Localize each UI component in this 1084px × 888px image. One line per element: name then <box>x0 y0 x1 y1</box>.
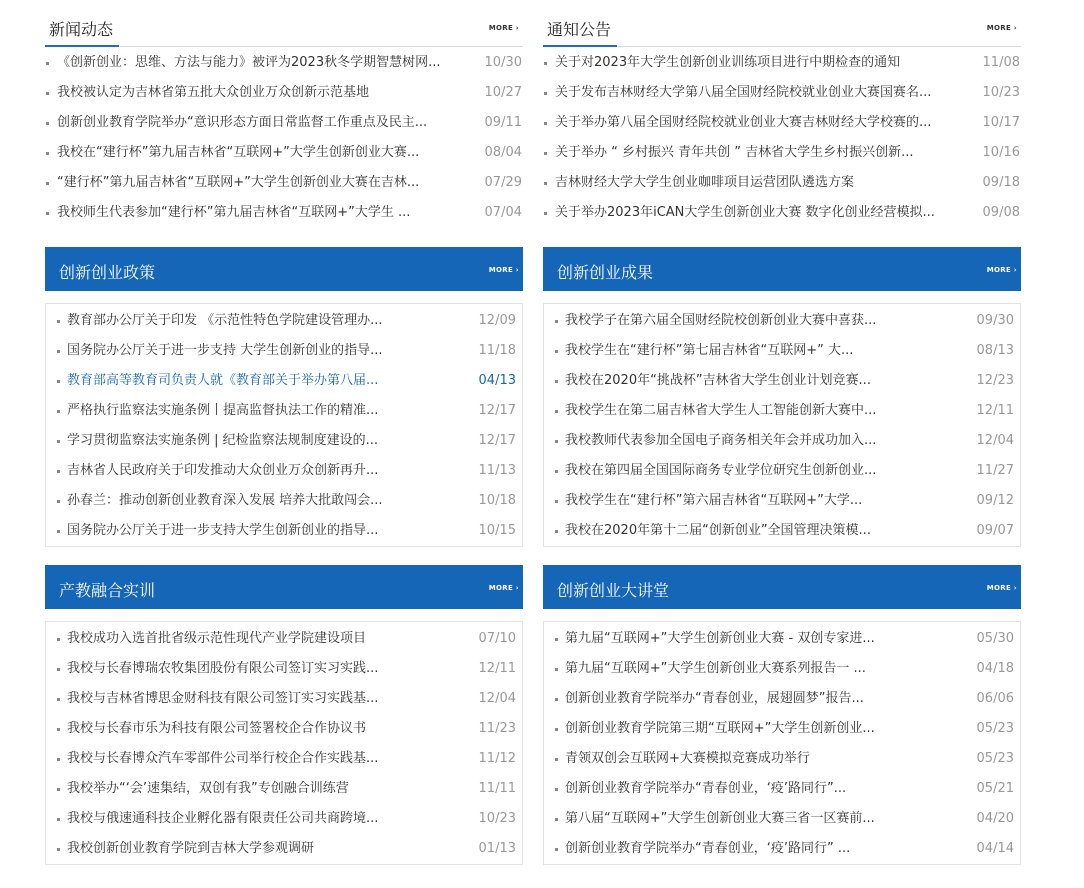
notice-list-item[interactable] <box>543 138 1021 168</box>
policy-item-date: 11/13 <box>478 463 516 478</box>
bullet-icon <box>57 350 60 353</box>
news-header <box>45 0 523 47</box>
notice-item-title[interactable]: 关于举办第八届全国财经院校就业创业大赛吉林财经大学校赛的... <box>555 115 932 130</box>
industry-item-title[interactable]: 我校举办“‘会’速集结，双创有我”专创融合训练营 <box>67 781 349 796</box>
achievements-list-item[interactable] <box>544 396 1020 426</box>
bullet-icon <box>544 212 547 215</box>
bullet-icon <box>57 638 60 641</box>
bullet-icon <box>555 698 558 701</box>
policy-item-title[interactable]: 国务院办公厅关于进一步支持 大学生创新创业的指导... <box>67 343 383 358</box>
industry-panel <box>45 565 523 865</box>
bullet-icon <box>544 62 547 65</box>
industry-list <box>45 621 523 865</box>
policy-list-item[interactable] <box>46 516 522 546</box>
policy-item-date: 11/18 <box>478 343 516 358</box>
lecture-item-date: 05/30 <box>976 631 1014 646</box>
news-item-title[interactable]: 《创新创业：思维、方法与能力》被评为2023秋冬学期智慧树网... <box>57 55 441 70</box>
notice-more-link[interactable]: MORE › <box>986 24 1017 32</box>
lecture-item-date: 05/23 <box>976 751 1014 766</box>
policy-item-title[interactable]: 吉林省人民政府关于印发推动大众创业万众创新再升... <box>67 463 379 478</box>
industry-header <box>45 565 523 609</box>
bullet-icon <box>544 122 547 125</box>
notice-item-title[interactable]: 关于发布吉林财经大学第八届全国财经院校就业创业大赛国赛名... <box>555 85 932 100</box>
bullet-icon <box>57 380 60 383</box>
news-item-title[interactable]: 我校被认定为吉林省第五批大众创业万众创新示范基地 <box>57 85 370 100</box>
achievements-list-item[interactable] <box>544 306 1020 336</box>
bullet-icon <box>46 152 49 155</box>
notice-item-date: 10/23 <box>982 85 1020 100</box>
bullet-icon <box>555 818 558 821</box>
bullet-icon <box>555 320 558 323</box>
industry-item-title[interactable]: 我校与长春博瑞农牧集团股份有限公司签订实习实践... <box>67 661 379 676</box>
news-item-date: 07/29 <box>484 175 522 190</box>
bullet-icon <box>46 182 49 185</box>
bullet-icon <box>555 728 558 731</box>
lecture-more-link[interactable]: MORE › <box>986 584 1017 592</box>
lecture-list-item[interactable] <box>544 834 1020 864</box>
notice-item-title[interactable]: 关于举办2023年iCAN大学生创新创业大赛 数字化创业经营模拟... <box>555 205 935 220</box>
achievements-item-date: 11/27 <box>976 463 1014 478</box>
policy-item-date: 10/15 <box>478 523 516 538</box>
bullet-icon <box>57 788 60 791</box>
news-list-item[interactable] <box>45 78 523 108</box>
policy-item-title[interactable]: 教育部高等教育司负责人就《教育部关于举办第八届... <box>67 373 379 388</box>
lecture-item-title[interactable]: 第九届“互联网+”大学生创新创业大赛系列报告一 ... <box>565 661 866 676</box>
industry-item-date: 12/11 <box>478 661 516 676</box>
notice-list <box>543 47 1021 228</box>
industry-list-item[interactable] <box>46 714 522 744</box>
notice-list-item[interactable] <box>543 108 1021 138</box>
achievements-item-date: 09/12 <box>976 493 1014 508</box>
policy-item-date: 12/17 <box>478 403 516 418</box>
industry-title: 产教融合实训 <box>59 581 156 600</box>
policy-item-date: 12/17 <box>478 433 516 448</box>
bullet-icon <box>46 92 49 95</box>
industry-item-date: 11/23 <box>478 721 516 736</box>
industry-item-date: 07/10 <box>478 631 516 646</box>
bullet-icon <box>555 440 558 443</box>
bullet-icon <box>544 182 547 185</box>
policy-list-item[interactable] <box>46 396 522 426</box>
bullet-icon <box>555 470 558 473</box>
lecture-list-item[interactable] <box>544 624 1020 654</box>
bullet-icon <box>544 92 547 95</box>
industry-item-title[interactable]: 我校与长春市乐为科技有限公司签署校企合作协议书 <box>67 721 367 736</box>
achievements-list-item[interactable] <box>544 336 1020 366</box>
achievements-item-title[interactable]: 我校教师代表参加全国电子商务相关年会并成功加入... <box>565 433 877 448</box>
bullet-icon <box>57 848 60 851</box>
achievements-more-link[interactable]: MORE › <box>986 266 1017 274</box>
notice-title-underline <box>543 45 617 47</box>
notice-item-date: 09/08 <box>982 205 1020 220</box>
policy-item-date: 10/18 <box>478 493 516 508</box>
news-item-date: 10/30 <box>484 55 522 70</box>
notice-item-date: 10/17 <box>982 115 1020 130</box>
policy-list-item[interactable] <box>46 456 522 486</box>
achievements-item-title[interactable]: 我校在2020年“挑战杯”吉林省大学生创业计划竞赛... <box>565 373 871 388</box>
lecture-list-item[interactable] <box>544 714 1020 744</box>
bullet-icon <box>555 758 558 761</box>
bullet-icon <box>555 350 558 353</box>
bullet-icon <box>57 440 60 443</box>
news-item-title[interactable]: 我校师生代表参加“建行杯”第九届吉林省“互联网+”大学生 ... <box>57 205 411 220</box>
industry-list-item[interactable] <box>46 654 522 684</box>
achievements-list-item[interactable] <box>544 516 1020 546</box>
bullet-icon <box>57 758 60 761</box>
bullet-icon <box>57 728 60 731</box>
achievements-item-date: 12/11 <box>976 403 1014 418</box>
news-list-item[interactable] <box>45 168 523 198</box>
notice-item-title[interactable]: 关于对2023年大学生创新创业训练项目进行中期检查的通知 <box>555 55 901 70</box>
bullet-icon <box>46 212 49 215</box>
industry-item-date: 12/04 <box>478 691 516 706</box>
notice-item-title[interactable]: 关于举办 “ 乡村振兴 青年共创 ” 吉林省大学生乡村振兴创新... <box>555 145 914 160</box>
bullet-icon <box>57 410 60 413</box>
industry-list-item[interactable] <box>46 684 522 714</box>
bullet-icon <box>57 530 60 533</box>
industry-item-title[interactable]: 我校与长春博众汽车零部件公司举行校企合作实践基... <box>67 751 379 766</box>
achievements-list-item[interactable] <box>544 366 1020 396</box>
industry-list-item[interactable] <box>46 744 522 774</box>
news-item-date: 10/27 <box>484 85 522 100</box>
achievements-item-title[interactable]: 我校学子在第六届全国财经院校创新创业大赛中喜获... <box>565 313 877 328</box>
policy-item-title[interactable]: 教育部办公厅关于印发 《示范性特色学院建设管理办... <box>67 313 383 328</box>
industry-item-title[interactable]: 我校成功入选首批省级示范性现代产业学院建设项目 <box>67 631 367 646</box>
achievements-list-item[interactable] <box>544 426 1020 456</box>
lecture-title: 创新创业大讲堂 <box>557 581 670 600</box>
bullet-icon <box>555 410 558 413</box>
lecture-item-date: 04/14 <box>976 841 1014 856</box>
achievements-item-date: 09/30 <box>976 313 1014 328</box>
bullet-icon <box>57 698 60 701</box>
achievements-item-title[interactable]: 我校在第四届全国国际商务专业学位研究生创新创业... <box>565 463 877 478</box>
industry-item-title[interactable]: 我校与吉林省博思金财科技有限公司签订实习实践基... <box>67 691 379 706</box>
lecture-item-title[interactable]: 创新创业教育学院举办“青春创业，‘疫’路同行” ... <box>565 841 851 856</box>
news-panel <box>45 0 523 228</box>
notice-item-date: 11/08 <box>982 55 1020 70</box>
policy-item-date: 04/13 <box>478 373 516 388</box>
achievements-list-item[interactable] <box>544 486 1020 516</box>
bullet-icon <box>46 122 49 125</box>
lecture-header <box>543 565 1021 609</box>
industry-list-item[interactable] <box>46 624 522 654</box>
notice-header <box>543 0 1021 47</box>
notice-panel <box>543 0 1021 228</box>
industry-item-date: 11/12 <box>478 751 516 766</box>
lecture-panel <box>543 565 1021 865</box>
news-list <box>45 47 523 228</box>
achievements-list <box>543 303 1021 547</box>
lecture-list-item[interactable] <box>544 744 1020 774</box>
achievements-item-title[interactable]: 我校学生在“建行杯”第六届吉林省“互联网+”大学... <box>565 493 863 508</box>
policy-list <box>45 303 523 547</box>
news-item-title[interactable]: 创新创业教育学院举办“意识形态方面日常监督工作重点及民主... <box>57 115 428 130</box>
industry-item-date: 10/23 <box>478 811 516 826</box>
lecture-item-date: 05/23 <box>976 721 1014 736</box>
news-more-link[interactable]: MORE › <box>488 24 519 32</box>
achievements-item-title[interactable]: 我校学生在“建行杯”第七届吉林省“互联网+” 大... <box>565 343 854 358</box>
lecture-item-title[interactable]: 创新创业教育学院第三期“互联网+”大学生创新创业... <box>565 721 875 736</box>
lecture-item-title[interactable]: 青领双创会互联网+大赛模拟竞赛成功举行 <box>565 751 810 766</box>
news-list-item[interactable] <box>45 138 523 168</box>
news-list-item[interactable] <box>45 48 523 78</box>
notice-title: 通知公告 <box>547 20 612 39</box>
achievements-title: 创新创业成果 <box>557 263 654 282</box>
policy-item-title[interactable]: 学习贯彻监察法实施条例 | 纪检监察法规制度建设的... <box>67 433 379 448</box>
industry-item-date: 01/13 <box>478 841 516 856</box>
notice-item-title[interactable]: 吉林财经大学大学生创业咖啡项目运营团队遴选方案 <box>555 175 855 190</box>
bullet-icon <box>57 818 60 821</box>
achievements-item-date: 12/04 <box>976 433 1014 448</box>
lecture-item-date: 06/06 <box>976 691 1014 706</box>
policy-list-item[interactable] <box>46 306 522 336</box>
achievements-list-item[interactable] <box>544 456 1020 486</box>
notice-list-item[interactable] <box>543 78 1021 108</box>
lecture-item-date: 05/21 <box>976 781 1014 796</box>
news-item-title[interactable]: 我校在“建行杯”第九届吉林省“互联网+”大学生创新创业大赛... <box>57 145 420 160</box>
lecture-list-item[interactable] <box>544 654 1020 684</box>
industry-list-item[interactable] <box>46 834 522 864</box>
bullet-icon <box>555 638 558 641</box>
lecture-item-title[interactable]: 第八届“互联网+”大学生创新创业大赛三省一区赛前... <box>565 811 875 826</box>
policy-list-item[interactable] <box>46 426 522 456</box>
policy-list-item[interactable] <box>46 366 522 396</box>
bullet-icon <box>57 500 60 503</box>
bullet-icon <box>57 320 60 323</box>
policy-list-item[interactable] <box>46 486 522 516</box>
news-item-title[interactable]: “建行杯”第九届吉林省“互联网+”大学生创新创业大赛在吉林... <box>57 175 420 190</box>
lecture-item-title[interactable]: 创新创业教育学院举办“青春创业，‘疫’路同行”... <box>565 781 847 796</box>
achievements-item-date: 12/23 <box>976 373 1014 388</box>
policy-panel <box>45 247 523 547</box>
policy-more-link[interactable]: MORE › <box>488 266 519 274</box>
achievements-item-title[interactable]: 我校在2020年第十二届“创新创业”全国管理决策模... <box>565 523 871 538</box>
industry-list-item[interactable] <box>46 804 522 834</box>
industry-item-title[interactable]: 我校创新创业教育学院到吉林大学参观调研 <box>67 841 315 856</box>
policy-item-title[interactable]: 国务院办公厅关于进一步支持大学生创新创业的指导... <box>67 523 379 538</box>
achievements-item-date: 09/07 <box>976 523 1014 538</box>
bullet-icon <box>555 500 558 503</box>
policy-list-item[interactable] <box>46 336 522 366</box>
achievements-item-title[interactable]: 我校学生在第二届吉林省大学生人工智能创新大赛中... <box>565 403 877 418</box>
lecture-list-item[interactable] <box>544 774 1020 804</box>
bullet-icon <box>555 668 558 671</box>
notice-item-date: 10/16 <box>982 145 1020 160</box>
policy-item-date: 12/09 <box>478 313 516 328</box>
lecture-item-title[interactable]: 第九届“互联网+”大学生创新创业大赛 - 双创专家进... <box>565 631 875 646</box>
industry-item-date: 11/11 <box>478 781 516 796</box>
bullet-icon <box>57 668 60 671</box>
news-item-date: 09/11 <box>484 115 522 130</box>
notice-list-item[interactable] <box>543 168 1021 198</box>
lecture-item-date: 04/20 <box>976 811 1014 826</box>
bullet-icon <box>46 62 49 65</box>
bullet-icon <box>544 152 547 155</box>
policy-title: 创新创业政策 <box>59 263 156 282</box>
lecture-item-title[interactable]: 创新创业教育学院举办“青春创业，展翅圆梦”报告... <box>565 691 864 706</box>
achievements-item-date: 08/13 <box>976 343 1014 358</box>
news-list-item[interactable] <box>45 198 523 228</box>
news-title-underline <box>45 45 119 47</box>
notice-list-item[interactable] <box>543 198 1021 228</box>
lecture-list-item[interactable] <box>544 804 1020 834</box>
lecture-list <box>543 621 1021 865</box>
policy-item-title[interactable]: 孙春兰：推动创新创业教育深入发展 培养大批敢闯会... <box>67 493 383 508</box>
lecture-list-item[interactable] <box>544 684 1020 714</box>
policy-header <box>45 247 523 291</box>
industry-item-title[interactable]: 我校与俄速通科技企业孵化器有限责任公司共商跨境... <box>67 811 379 826</box>
notice-list-item[interactable] <box>543 48 1021 78</box>
bullet-icon <box>57 470 60 473</box>
bullet-icon <box>555 380 558 383</box>
policy-item-title[interactable]: 严格执行监察法实施条例丨提高监督执法工作的精准... <box>67 403 379 418</box>
lecture-item-date: 04/18 <box>976 661 1014 676</box>
news-item-date: 08/04 <box>484 145 522 160</box>
bullet-icon <box>555 788 558 791</box>
notice-item-date: 09/18 <box>982 175 1020 190</box>
bullet-icon <box>555 530 558 533</box>
bullet-icon <box>555 848 558 851</box>
industry-list-item[interactable] <box>46 774 522 804</box>
news-title: 新闻动态 <box>49 20 114 39</box>
news-item-date: 07/04 <box>484 205 522 220</box>
achievements-panel <box>543 247 1021 547</box>
news-list-item[interactable] <box>45 108 523 138</box>
industry-more-link[interactable]: MORE › <box>488 584 519 592</box>
achievements-header <box>543 247 1021 291</box>
